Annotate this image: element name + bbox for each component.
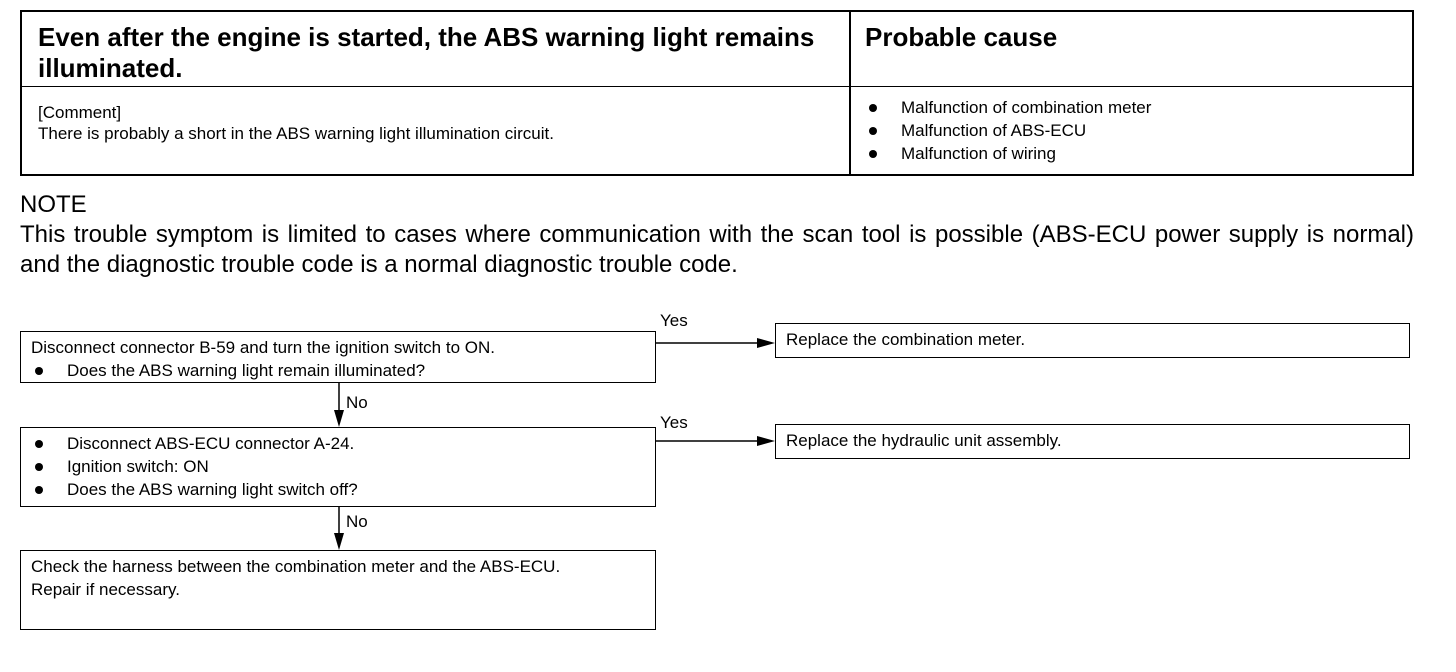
step3-box (20, 550, 656, 630)
arrowhead-icon (334, 410, 344, 427)
step1-box (20, 331, 656, 383)
yes-label: Yes (660, 311, 688, 330)
cause-text: Malfunction of combination meter (901, 98, 1152, 117)
step2-item-text: Does the ABS warning light switch off? (67, 480, 358, 499)
step2-item (31, 478, 645, 501)
step1-question-text: Does the ABS warning light remain illuminated? (67, 361, 426, 380)
bullet-icon (35, 440, 43, 448)
no-label: No (346, 512, 368, 531)
result2-box (775, 424, 1410, 459)
step1-instruction: Disconnect connector B-59 and turn the ignition switch to ON. (31, 338, 495, 357)
result1-box (775, 323, 1410, 358)
arrowhead-icon (757, 436, 775, 446)
step1-question (31, 359, 645, 382)
step3-repair: Repair if necessary. (31, 580, 180, 599)
result1-text: Replace the combination meter. (786, 330, 1026, 349)
symptom-title: Even after the engine is started, the ABS warning light remains illuminated. (38, 22, 815, 83)
comment-text: There is probably a short in the ABS warning light illumination circuit. (38, 124, 554, 143)
comment-label: [Comment] (38, 103, 122, 122)
result2-text: Replace the hydraulic unit assembly. (786, 431, 1062, 450)
no-label: No (346, 393, 368, 412)
step2-item-text: Ignition switch: ON (67, 457, 209, 476)
bullet-icon (35, 367, 43, 375)
bullet-icon (35, 486, 43, 494)
step2-box (20, 427, 656, 507)
cause-text: Malfunction of wiring (901, 144, 1056, 163)
bullet-icon (35, 463, 43, 471)
step2-item (31, 432, 645, 455)
yes-label: Yes (660, 413, 688, 432)
note-title: NOTE (20, 191, 87, 218)
cause-text: Malfunction of ABS-ECU (901, 121, 1087, 140)
step3-instruction: Check the harness between the combination meter and the ABS-ECU. (31, 557, 561, 576)
arrowhead-icon (334, 533, 344, 550)
note-text: This trouble symptom is limited to cases where communication with the scan tool is possible (ABS-ECU power supply is normal) and the diagnostic trouble code is a normal diagnostic trouble code. (20, 221, 1414, 278)
arrowhead-icon (757, 338, 775, 348)
step2-item (31, 455, 645, 478)
step2-item-text: Disconnect ABS-ECU connector A-24. (67, 434, 355, 453)
probable-cause-header: Probable cause (865, 22, 1058, 52)
